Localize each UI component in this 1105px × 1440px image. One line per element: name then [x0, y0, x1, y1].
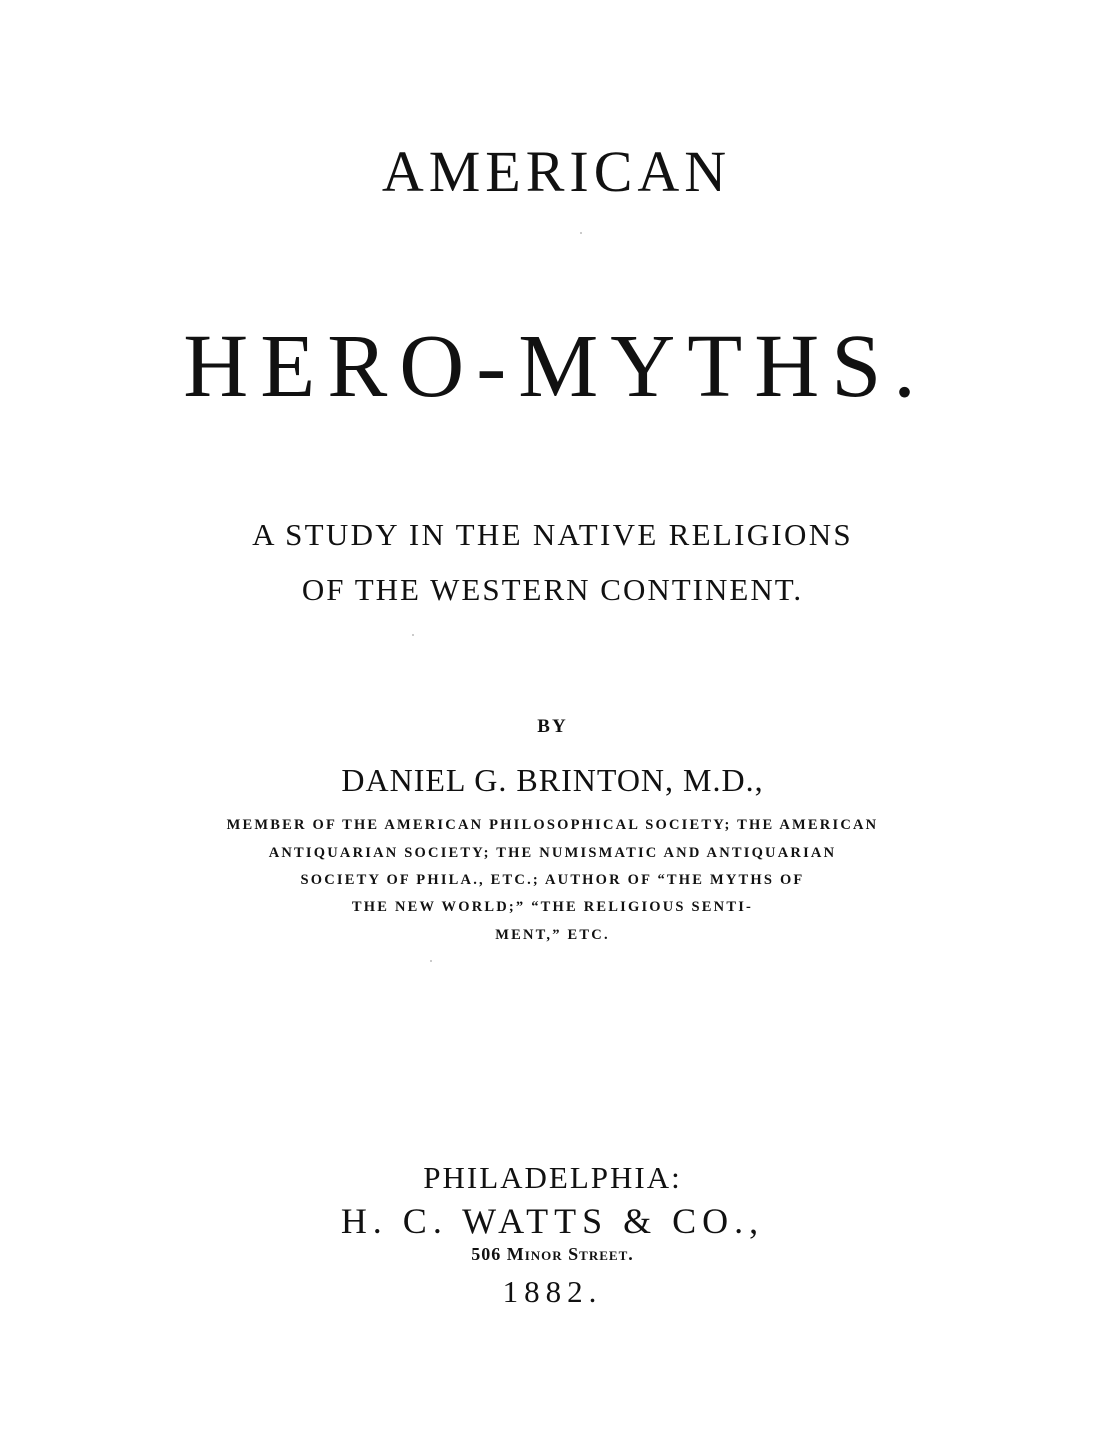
subtitle-line-1: A STUDY IN THE NATIVE RELIGIONS	[252, 517, 853, 552]
scan-speck	[580, 232, 582, 234]
subtitle-line-2: OF THE WESTERN CONTINENT.	[301, 572, 804, 607]
imprint-year: 1882.	[502, 1274, 603, 1309]
imprint-publisher: H. C. WATTS & CO.,	[340, 1201, 765, 1241]
title-line-2: HERO-MYTHS.	[183, 317, 928, 416]
author-credentials-line: ANTIQUARIAN SOCIETY; THE NUMISMATIC AND ANTIQUARIAN	[268, 845, 837, 861]
author-credentials-line: SOCIETY OF PHILA., ETC.; AUTHOR OF “THE MYTHS OF	[300, 872, 805, 888]
author-credentials-line: MEMBER OF THE AMERICAN PHILOSOPHICAL SOCIETY; THE AMERICAN	[226, 817, 879, 833]
title-line-1: AMERICAN	[381, 139, 732, 204]
scan-speck	[412, 634, 414, 636]
author-credentials-line: MENT,” ETC.	[495, 927, 610, 943]
imprint-city: PHILADELPHIA:	[423, 1160, 682, 1195]
author-credentials-line: THE NEW WORLD;” “THE RELIGIOUS SENTI-	[351, 899, 754, 915]
imprint-address: 506 Minor Street.	[471, 1244, 634, 1264]
author-name: DANIEL G. BRINTON, M.D.,	[341, 762, 764, 798]
scan-speck	[430, 960, 432, 962]
byline-label: BY	[537, 716, 568, 737]
